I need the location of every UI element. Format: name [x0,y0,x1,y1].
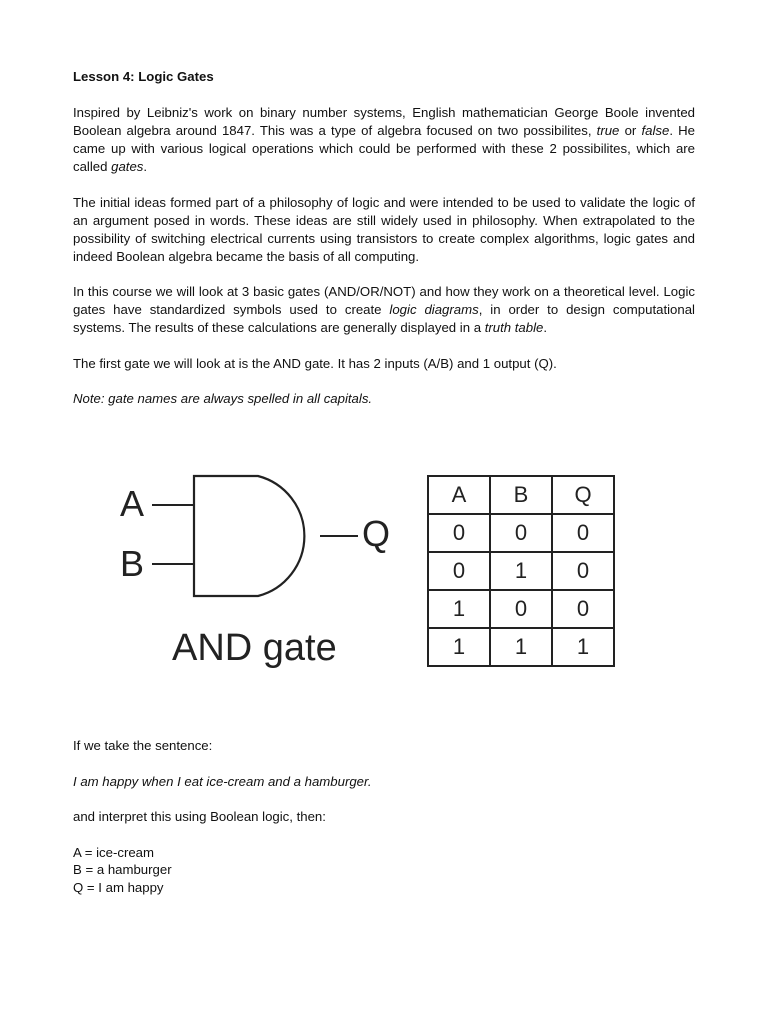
p3-text-a: In this course we will look at 3 basic gates (AND/OR/NOT) and how they work on a theoretical level. Logic gates have standardized symbols used to create [73,284,695,317]
truth-table [427,475,615,667]
example-sentence-text: I am happy when I eat ice-cream and a hamburger. [73,773,372,789]
note [73,390,695,408]
table-cell: 0 [552,552,614,590]
header-cell: A [428,476,490,514]
table-row [428,552,614,590]
paragraph-and-gate: The first gate we will look at is the AND gate. It has 2 inputs (A/B) and 1 output (Q). [73,355,557,371]
table-cell: 1 [428,590,490,628]
table-cell: 0 [428,552,490,590]
p1-text-a: Inspired by Leibniz's work on binary number systems, English mathematician George Boole invented Boolean algebra around 1847. This was a type of algebra focused on two possibilites, [73,105,695,138]
example-section [73,737,695,896]
p3-logic-diagrams: logic diagrams [389,302,479,317]
variable-list [73,844,695,897]
list-item: A = ice-cream [73,844,154,860]
paragraph-course [73,283,695,337]
table-cell: 1 [552,628,614,666]
p1-gates: gates [111,159,144,174]
table-row [428,590,614,628]
header-cell: B [490,476,552,514]
example-interpret: and interpret this using Boolean logic, then: [73,809,326,824]
table-cell: 1 [490,552,552,590]
list-item: Q = I am happy [73,879,164,895]
gate-label: AND gate [172,627,337,669]
truth-table-header [428,476,614,514]
paragraph-philosophy: The initial ideas formed part of a philosophy of logic and were intended to be used to validate the logic of an argument posed in words. These ideas are still widely used in philosophy. When extrapolated to the possibility of switching electrical currents using transistors to create complex algorithms, logic gates and indeed Boolean algebra became the basis of all computing. [73,194,695,264]
p1-false: false [641,123,670,138]
page-title: Lesson 4: Logic Gates [73,69,214,84]
lesson-text [73,68,695,426]
paragraph-boole [73,104,695,176]
output-q-label: Q [362,513,391,554]
p3-truth-table: truth table [484,320,544,335]
header-cell: Q [552,476,614,514]
table-cell: 0 [552,514,614,552]
p1-text-b: or [619,123,642,138]
p3-text-c: . [543,320,548,335]
input-a-label: A [120,483,145,524]
and-gate-figure [110,468,630,688]
p1-true: true [596,123,620,138]
p3-text-b: , in order to design computational systems. The results of these calculations are generally displayed in a [73,302,695,335]
table-row [428,628,614,666]
p1-text-c: . He came up with various logical operations which could be performed with these 2 possibilites, which are called [73,123,696,174]
table-cell: 0 [428,514,490,552]
table-cell: 0 [490,514,552,552]
table-row [428,514,614,552]
table-cell: 1 [428,628,490,666]
example-intro: If we take the sentence: [73,738,213,753]
table-cell: 0 [490,590,552,628]
example-sentence [73,773,695,791]
p1-text-d: . [143,159,148,174]
table-cell: 1 [490,628,552,666]
list-item: B = a hamburger [73,862,172,877]
table-cell: 0 [552,590,614,628]
input-b-label: B [120,543,145,584]
note-text: Note: gate names are always spelled in all capitals. [73,391,373,406]
